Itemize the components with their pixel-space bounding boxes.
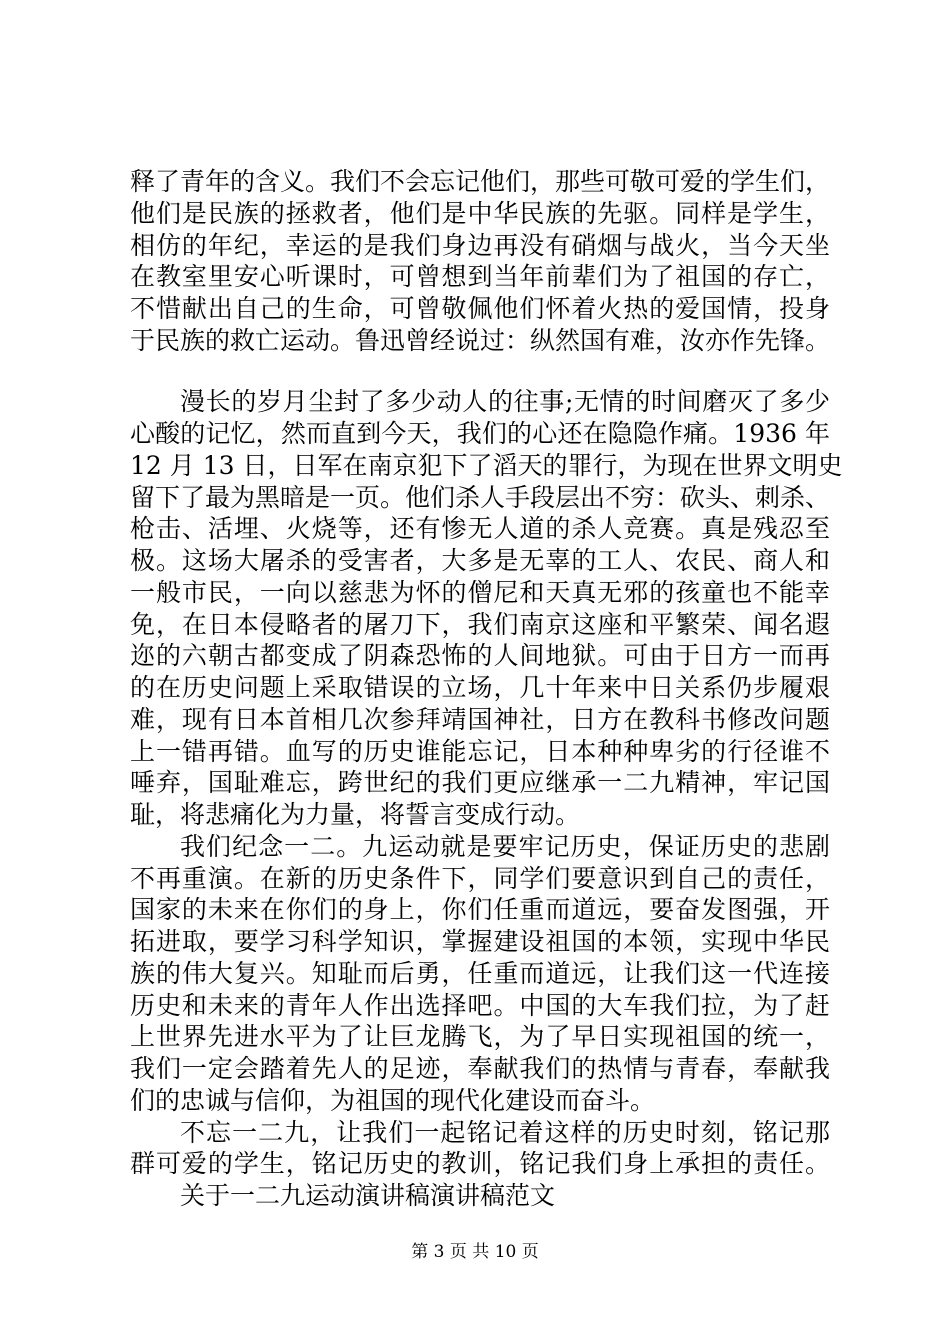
body-text-line: 的在历史问题上采取错误的立场，几十年来中日关系仍步履艰 [130, 673, 830, 703]
body-text-line: 族的伟大复兴。知耻而后勇，任重而道远，让我们这一代连接 [130, 958, 830, 988]
body-text-line: 群可爱的学生，铭记历史的教训，铭记我们身上承担的责任。 [130, 1149, 830, 1179]
body-text-line: 耻，将悲痛化为力量，将誓言变成行动。 [130, 800, 581, 830]
body-text-line: 枪击、活埋、火烧等，还有惨无人道的杀人竞赛。真是残忍至 [130, 514, 830, 544]
body-text-line: 不惜献出自己的生命，可曾敬佩他们怀着火热的爱国情，投身 [130, 294, 830, 323]
body-text-line: 上世界先进水平为了让巨龙腾飞，为了早日实现祖国的统一， [130, 1022, 830, 1052]
body-text-line: 历史和未来的青年人作出选择吧。中国的大车我们拉，为了赶 [130, 990, 830, 1020]
body-text-line: 他们是民族的拯救者，他们是中华民族的先驱。同样是学生， [130, 198, 830, 228]
body-text-line: 释了青年的含义。我们不会忘记他们，那些可敬可爱的学生们， [130, 167, 831, 196]
body-text-line: 上一错再错。血写的历史谁能忘记，日本种种卑劣的行径谁不 [130, 736, 830, 766]
body-text-line: 在教室里安心听课时，可曾想到当年前辈们为了祖国的存亡， [130, 262, 830, 292]
body-text-line: 我们纪念一二。九运动就是要牢记历史，保证历史的悲剧 [180, 831, 830, 861]
body-text-line: 难，现有日本首相几次参拜靖国神社，日方在教科书修改问题 [130, 704, 830, 734]
body-text-line: 们的忠诚与信仰，为祖国的现代化建设而奋斗。 [130, 1085, 656, 1115]
body-text-line: 漫长的岁月尘封了多少动人的往事;无情的时间磨灭了多少 [180, 387, 830, 417]
body-text-line: 于民族的救亡运动。鲁迅曾经说过：纵然国有难，汝亦作先锋。 [130, 325, 831, 355]
body-text-line: 免，在日本侵略者的屠刀下，我们南京这座和平繁荣、闻名遐 [130, 609, 830, 639]
body-text-line: 唾弃，国耻难忘，跨世纪的我们更应继承一二九精神，牢记国 [130, 768, 830, 798]
article-title-line: 关于一二九运动演讲稿演讲稿范文 [180, 1181, 556, 1210]
body-text-line: 相仿的年纪，幸运的是我们身边再没有硝烟与战火，当今天坐 [130, 230, 830, 260]
body-text-line: 不再重演。在新的历史条件下，同学们要意识到自己的责任， [130, 863, 830, 893]
body-text-line: 留下了最为黑暗是一页。他们杀人手段层出不穷：砍头、刺杀、 [130, 482, 831, 512]
body-text-line: 拓进取，要学习科学知识，掌握建设祖国的本领，实现中华民 [130, 927, 830, 957]
body-text-line: 我们一定会踏着先人的足迹，奉献我们的热情与青春，奉献我 [130, 1054, 830, 1083]
body-text-line: 不忘一二九，让我们一起铭记着这样的历史时刻，铭记那 [180, 1117, 830, 1147]
body-text-line: 极。这场大屠杀的受害者，大多是无辜的工人、农民、商人和 [130, 546, 830, 576]
body-text-line: 12 月 13 日，日军在南京犯下了滔天的罪行，为现在世界文明史 [130, 450, 843, 480]
body-text-line: 一般市民，一向以慈悲为怀的僧尼和天真无邪的孩童也不能幸 [130, 577, 830, 607]
body-text-line: 国家的未来在你们的身上，你们任重而道远，要奋发图强，开 [130, 895, 830, 925]
body-text-line: 迩的六朝古都变成了阴森恐怖的人间地狱。可由于日方一而再 [130, 641, 830, 671]
page-number-footer: 第 3 页 共 10 页 [411, 1242, 539, 1262]
body-text-line: 心酸的记忆，然而直到今天，我们的心还在隐隐作痛。1936 年 [130, 419, 830, 449]
